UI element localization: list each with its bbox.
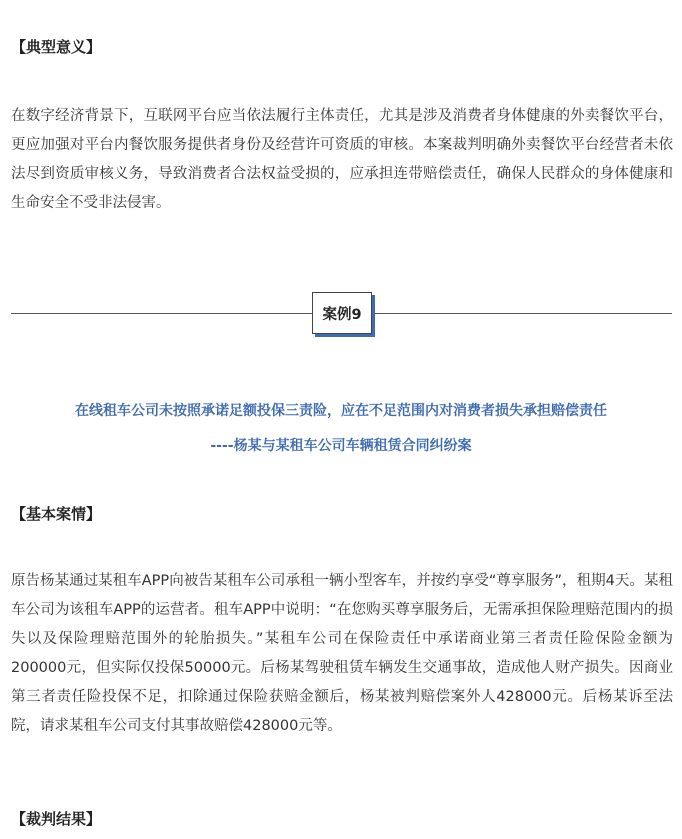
basic-facts-heading: 【基本案情】 bbox=[11, 505, 102, 523]
basic-facts-paragraph: 原告杨某通过某租车APP向被告某租车公司承租一辆小型客车，并按约享受“尊享服务”，租期4天。某租车公司为该租车APP的运营者。租车APP中说明：“在您购买尊享服务后，无需承担保险理赔范围内的损失以及保险理赔范围外的轮胎损失。”某租车公司在保险责任中承诺商业第三者责任险保险金额为200000元，但实际仅投保50000元。后杨某驾驶租赁车辆发生交通事故，造成他人财产损失。因商业第三者责任险投保不足，扣除通过保险获赔金额后，杨某被判赔偿案外人428000元。后杨某诉至法院，请求某租车公司支付其事故赔偿428000元等。 bbox=[11, 573, 673, 734]
case-number-badge bbox=[312, 292, 372, 334]
case-number-label: 案例9 bbox=[322, 306, 362, 323]
significance-heading: 【典型意义】 bbox=[11, 38, 102, 56]
divider-right bbox=[371, 313, 672, 314]
judgment-heading: 【裁判结果】 bbox=[11, 810, 102, 828]
case-title: 在线租车公司未按照承诺足额投保三责险，应在不足范围内对消费者损失承担赔偿责任 bbox=[75, 403, 607, 419]
significance-paragraph: 在数字经济背景下，互联网平台应当依法履行主体责任，尤其是涉及消费者身体健康的外卖餐饮平台，更应加强对平台内餐饮服务提供者身份及经营许可资质的审核。本案裁判明确外卖餐饮平台经营者未依法尽到资质审核义务，导致消费者合法权益受损的，应承担连带赔偿责任，确保人民群众的身体健康和生命安全不受非法侵害。 bbox=[11, 108, 673, 211]
case-subtitle: ----杨某与某租车公司车辆租赁合同纠纷案 bbox=[210, 438, 472, 454]
divider-left bbox=[11, 313, 312, 314]
